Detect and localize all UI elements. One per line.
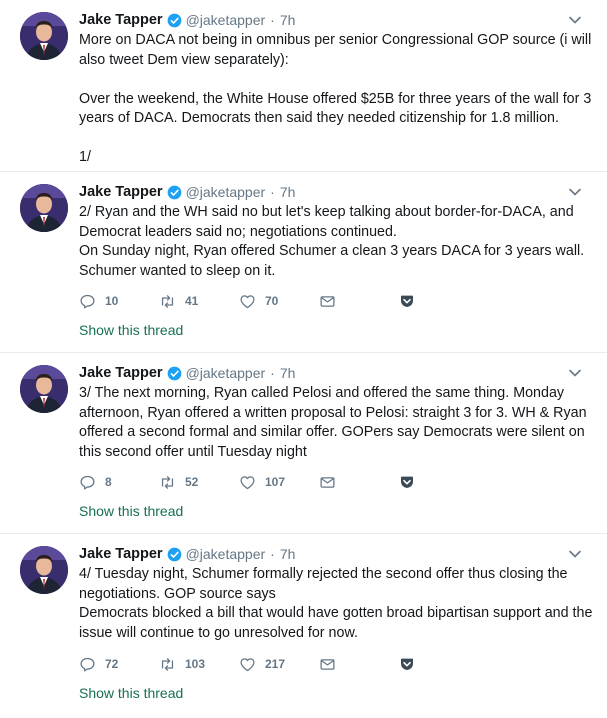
- direct-message-button[interactable]: [319, 656, 399, 673]
- chevron-down-icon[interactable]: [568, 13, 582, 27]
- avatar[interactable]: [20, 365, 68, 413]
- avatar[interactable]: [20, 184, 68, 232]
- separator: ·: [270, 12, 275, 28]
- tweet-text-line: 2/ Ryan and the WH said no but let's keep talking about border-for-DACA, and Democrat leaders said no; negotiations continued.: [79, 204, 574, 240]
- tweet-actions: [79, 291, 479, 311]
- separator: ·: [270, 184, 275, 200]
- author-handle[interactable]: @jaketapper: [185, 365, 266, 381]
- tweet[interactable]: [0, 0, 607, 172]
- reply-count: 72: [105, 657, 119, 671]
- like-button[interactable]: [239, 474, 319, 491]
- chevron-down-icon[interactable]: [568, 547, 582, 561]
- tweet-text-line: 3/ The next morning, Ryan called Pelosi and offered the same thing. Monday afternoon, Ryan offered a written proposal to Pelosi: straight 3 for 3. WH & Ryan offered a second formal and similar offer. GOPers say Democrats were silent on this second offer until Tuesday night: [79, 385, 587, 460]
- direct-message-button[interactable]: [319, 474, 399, 491]
- tweet[interactable]: [0, 172, 607, 353]
- envelope-icon: [319, 293, 336, 310]
- heart-icon: [239, 656, 256, 673]
- avatar[interactable]: [20, 546, 68, 594]
- verified-badge-icon: [167, 13, 182, 28]
- timestamp[interactable]: 7h: [279, 184, 296, 200]
- retweet-button[interactable]: [159, 656, 239, 673]
- author-handle[interactable]: @jaketapper: [185, 546, 266, 562]
- tweet[interactable]: [0, 534, 607, 718]
- tweet-actions: [79, 654, 479, 674]
- show-thread-link[interactable]: Show this thread: [79, 322, 184, 338]
- retweet-button[interactable]: [159, 293, 239, 310]
- separator: ·: [270, 365, 275, 381]
- envelope-icon: [319, 474, 336, 491]
- like-button[interactable]: [239, 656, 319, 673]
- verified-badge-icon: [167, 366, 182, 381]
- like-count: 70: [265, 294, 279, 308]
- like-count: 107: [265, 475, 286, 489]
- timestamp[interactable]: 7h: [279, 365, 296, 381]
- retweet-icon: [159, 656, 176, 673]
- reply-count: 10: [105, 294, 119, 308]
- reply-icon: [79, 293, 96, 310]
- author-name[interactable]: Jake Tapper: [79, 184, 163, 200]
- heart-icon: [239, 474, 256, 491]
- retweet-count: 52: [185, 475, 199, 489]
- retweet-button[interactable]: [159, 474, 239, 491]
- reply-icon: [79, 656, 96, 673]
- retweet-count: 41: [185, 294, 199, 308]
- author-handle[interactable]: @jaketapper: [185, 12, 266, 28]
- author-name[interactable]: Jake Tapper: [79, 12, 163, 28]
- chevron-down-icon[interactable]: [568, 366, 582, 380]
- reply-icon: [79, 474, 96, 491]
- direct-message-button[interactable]: [319, 293, 399, 310]
- timestamp[interactable]: 7h: [279, 12, 296, 28]
- author-name[interactable]: Jake Tapper: [79, 365, 163, 381]
- reply-button[interactable]: [79, 474, 159, 491]
- like-button[interactable]: [239, 293, 319, 310]
- separator: ·: [270, 546, 275, 562]
- pocket-save-button[interactable]: [399, 656, 479, 672]
- heart-icon: [239, 293, 256, 310]
- author-name[interactable]: Jake Tapper: [79, 546, 163, 562]
- pocket-icon: [399, 474, 415, 490]
- tweet-text: [79, 384, 594, 462]
- tweet[interactable]: [0, 353, 607, 534]
- tweet-text: [79, 31, 594, 168]
- pocket-save-button[interactable]: [399, 474, 479, 490]
- tweet-text: [79, 565, 594, 643]
- avatar[interactable]: [20, 12, 68, 60]
- show-thread-link[interactable]: Show this thread: [79, 685, 184, 701]
- reply-count: 8: [105, 475, 112, 489]
- tweet-actions: [79, 472, 479, 492]
- tweet-text: [79, 203, 594, 281]
- reply-button[interactable]: [79, 293, 159, 310]
- tweet-text-line: 4/ Tuesday night, Schumer formally rejected the second offer thus closing the negotiations. GOP source says: [79, 566, 568, 602]
- tweet-text-line: Over the weekend, the White House offered $25B for three years of the wall for 3 years of DACA. Democrats then said they needed citizenship for 1.8 million.: [79, 90, 592, 126]
- pocket-icon: [399, 656, 415, 672]
- tweet-text-line: On Sunday night, Ryan offered Schumer a clean 3 years DACA for 3 years wall. Schumer wanted to sleep on it.: [79, 243, 585, 279]
- tweet-text-line: 1/: [79, 149, 91, 165]
- reply-button[interactable]: [79, 656, 159, 673]
- tweet-text-line: More on DACA not being in omnibus per senior Congressional GOP source (i will also tweet Dem view separately):: [79, 32, 592, 68]
- verified-badge-icon: [167, 547, 182, 562]
- author-handle[interactable]: @jaketapper: [185, 184, 266, 200]
- like-count: 217: [265, 657, 286, 671]
- envelope-icon: [319, 656, 336, 673]
- tweet-text-line: Democrats blocked a bill that would have gotten broad bipartisan support and the issue will continue to go unresolved for now.: [79, 605, 593, 641]
- retweet-icon: [159, 474, 176, 491]
- pocket-icon: [399, 293, 415, 309]
- retweet-icon: [159, 293, 176, 310]
- chevron-down-icon[interactable]: [568, 185, 582, 199]
- timestamp[interactable]: 7h: [279, 546, 296, 562]
- retweet-count: 103: [185, 657, 206, 671]
- pocket-save-button[interactable]: [399, 293, 479, 309]
- show-thread-link[interactable]: Show this thread: [79, 503, 184, 519]
- verified-badge-icon: [167, 185, 182, 200]
